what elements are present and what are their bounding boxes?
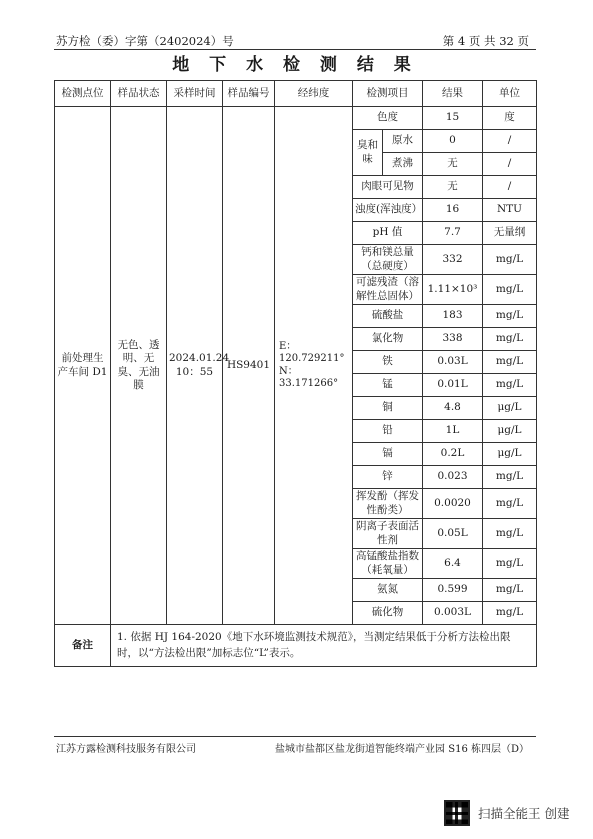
scanner-watermark <box>444 800 569 826</box>
item-cell: 锰 <box>353 374 423 397</box>
item-cell: pH 值 <box>353 222 423 245</box>
unit-cell: μg/L <box>483 443 537 466</box>
result-cell: 1L <box>423 420 483 443</box>
result-cell: 0.01L <box>423 374 483 397</box>
table-header-row <box>55 81 537 107</box>
item-cell: 挥发酚（挥发性酚类） <box>353 489 423 519</box>
longitude: E：120.729211° <box>279 340 345 364</box>
result-cell: 0.2L <box>423 443 483 466</box>
coordinates <box>275 107 353 625</box>
unit-cell: μg/L <box>483 397 537 420</box>
unit-cell: mg/L <box>483 374 537 397</box>
col-header: 经纬度 <box>275 81 353 107</box>
qr-code-icon <box>444 800 470 826</box>
result-cell: 无 <box>423 153 483 176</box>
item-cell: 浊度(浑浊度） <box>353 199 423 222</box>
unit-cell: mg/L <box>483 305 537 328</box>
result-cell: 0.0020 <box>423 489 483 519</box>
item-cell: 氨氮 <box>353 579 423 602</box>
item-cell: 硫酸盐 <box>353 305 423 328</box>
col-header: 采样时间 <box>167 81 223 107</box>
result-cell: 1.11×10³ <box>423 275 483 305</box>
result-cell: 6.4 <box>423 549 483 579</box>
unit-cell: mg/L <box>483 579 537 602</box>
note-label: 备注 <box>55 625 111 667</box>
result-cell: 183 <box>423 305 483 328</box>
item-cell: 肉眼可见物 <box>353 176 423 199</box>
unit-cell: mg/L <box>483 549 537 579</box>
sample-clock: 10：55 <box>175 365 214 378</box>
result-cell: 0.003L <box>423 602 483 625</box>
result-cell: 0.03L <box>423 351 483 374</box>
col-header: 样品状态 <box>111 81 167 107</box>
result-cell: 0.599 <box>423 579 483 602</box>
unit-cell: / <box>483 176 537 199</box>
item-cell: 镉 <box>353 443 423 466</box>
result-cell: 338 <box>423 328 483 351</box>
unit-cell: 无量纲 <box>483 222 537 245</box>
unit-cell: mg/L <box>483 328 537 351</box>
result-cell: 332 <box>423 245 483 275</box>
unit-cell: mg/L <box>483 466 537 489</box>
sample-time <box>167 107 230 625</box>
col-header: 检测项目 <box>353 81 423 107</box>
unit-cell: mg/L <box>483 519 537 549</box>
item-cell: 铅 <box>353 420 423 443</box>
item-cell: 可滤残渣（溶解性总固体） <box>353 275 423 305</box>
unit-cell: mg/L <box>483 489 537 519</box>
company-address: 盐城市盐都区盐龙街道智能终端产业园 S16 栋四层（D） <box>275 744 529 755</box>
sample-id: HS9401 <box>223 107 275 625</box>
item-cell: 色度 <box>353 107 423 130</box>
result-cell: 15 <box>423 107 483 130</box>
unit-cell: / <box>483 153 537 176</box>
table-row <box>55 107 537 130</box>
unit-cell: mg/L <box>483 245 537 275</box>
company-name: 江苏方露检测科技服务有限公司 <box>56 744 196 755</box>
item-cell: 锌 <box>353 466 423 489</box>
result-cell: 0.023 <box>423 466 483 489</box>
footer-rule <box>54 736 536 737</box>
item-cell: 铜 <box>353 397 423 420</box>
item-cell: 原水 <box>383 130 423 153</box>
note-text: 1. 依据 HJ 164-2020《地下水环境监测技术规范》，当测定结果低于分析方法检出限时，以“方法检出限”加标志位“L”表示。 <box>111 625 537 667</box>
item-cell: 氯化物 <box>353 328 423 351</box>
result-cell: 0 <box>423 130 483 153</box>
col-header: 检测点位 <box>55 81 111 107</box>
item-cell: 阴离子表面活性剂 <box>353 519 423 549</box>
unit-cell: NTU <box>483 199 537 222</box>
item-cell: 钙和镁总量（总硬度） <box>353 245 423 275</box>
item-cell: 煮沸 <box>383 153 423 176</box>
unit-cell: 度 <box>483 107 537 130</box>
unit-cell: μg/L <box>483 420 537 443</box>
result-cell: 16 <box>423 199 483 222</box>
results-table <box>54 80 537 667</box>
unit-cell: mg/L <box>483 602 537 625</box>
col-header: 单位 <box>483 81 537 107</box>
sample-state: 无色、透明、无臭、无油膜 <box>111 107 167 625</box>
result-cell: 0.05L <box>423 519 483 549</box>
latitude: N：33.171266° <box>279 365 339 389</box>
sample-date: 2024.01.24 <box>169 352 230 365</box>
result-cell: 7.7 <box>423 222 483 245</box>
report-title: 地 下 水 检 测 结 果 <box>172 55 418 75</box>
item-cell: 硫化物 <box>353 602 423 625</box>
note-row <box>55 625 537 667</box>
document-number: 苏方检（委）字第（2402024）号 <box>56 34 234 48</box>
sample-point: 前处理生产车间 D1 <box>55 107 111 625</box>
result-cell: 无 <box>423 176 483 199</box>
unit-cell: mg/L <box>483 351 537 374</box>
unit-cell: / <box>483 130 537 153</box>
unit-cell: mg/L <box>483 275 537 305</box>
result-cell: 4.8 <box>423 397 483 420</box>
item-cell: 铁 <box>353 351 423 374</box>
item-cell: 高锰酸盐指数（耗氧量） <box>353 549 423 579</box>
odor-label: 臭和味 <box>353 130 383 176</box>
scanner-label: 扫描全能王 创建 <box>478 806 570 821</box>
col-header: 结果 <box>423 81 483 107</box>
page-number: 第 4 页 共 32 页 <box>442 34 529 48</box>
col-header: 样品编号 <box>223 81 275 107</box>
